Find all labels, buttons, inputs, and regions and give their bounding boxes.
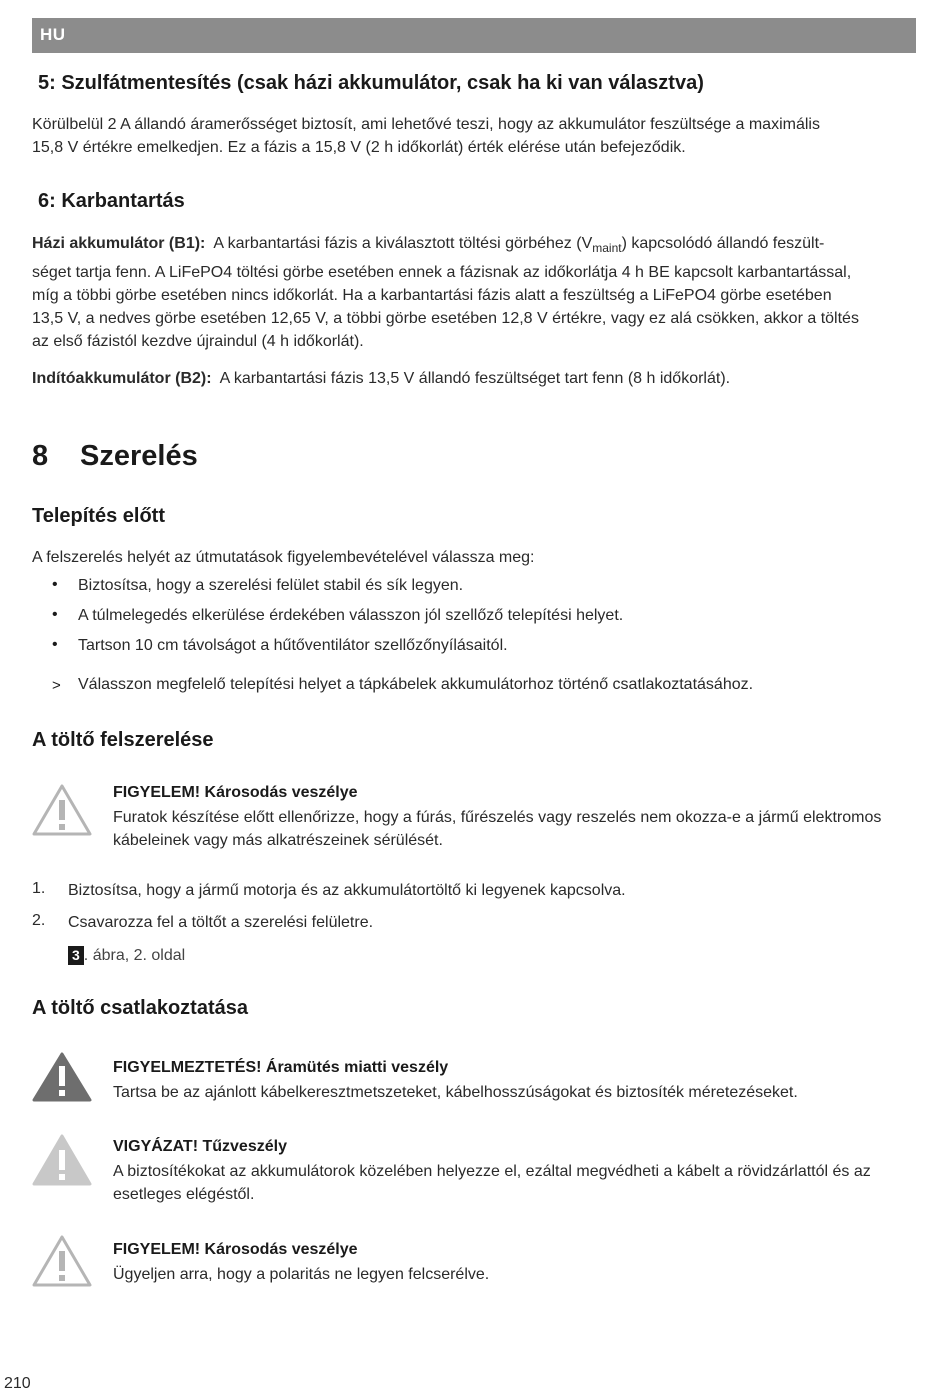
language-code: HU [40, 25, 66, 44]
b1-text-post: ) kapcsolódó állandó feszült- [621, 235, 825, 252]
b1-paragraph-line-4: 13,5 V, a nedves görbe esetében 12,65 V, a többi görbe esetében 12,8 V értékre, vagy ez alá csökken, akkor a töltés [32, 310, 859, 327]
figure-reference-text: . ábra, 2. oldal [83, 947, 186, 964]
b1-paragraph-line-2: séget tartja fenn. A LiFePO4 töltési görbe esetében ennek a fázisnak az időkorlátja 4 h BE kapcsolt karbantartással, [32, 264, 852, 281]
language-header-bar [32, 18, 916, 53]
section-5-text-line-1: Körülbelül 2 A állandó áramerősséget biztosít, ami lehetővé teszi, hogy az akkumulátor feszültsége a maximális [32, 116, 820, 133]
b1-text-pre: A karbantartási fázis a kiválasztott töltési görbéhez (V [213, 235, 593, 252]
bullet-marker: • [52, 636, 58, 653]
figure-reference [68, 944, 185, 967]
section-5-text-line-2: 15,8 V értékre emelkedjen. Ez a fázis a 15,8 V (2 h időkorlát) érték elérése után befejeződik. [32, 139, 686, 156]
page-number: 210 [4, 1375, 31, 1392]
bullet-marker: • [52, 606, 58, 623]
section-6-title: 6: Karbantartás [38, 190, 185, 212]
before-install-title: Telepítés előtt [32, 505, 165, 527]
mounting-warning-title: FIGYELEM! Károsodás veszélye [113, 784, 358, 801]
warning-triangle-icon [32, 1134, 92, 1186]
arrow-item: Válasszon megfelelő telepítési helyet a tápkábelek akkumulátorhoz történő csatlakoztatásához. [78, 676, 754, 693]
warning-triangle-icon [32, 1235, 92, 1287]
warning-triangle-icon [32, 1052, 92, 1102]
bullet-marker: • [52, 576, 58, 593]
bullet-item: A túlmelegedés elkerülése érdekében válasszon jól szellőző telepítési helyet. [78, 607, 624, 624]
connecting-warning-1-line-1: Tartsa be az ajánlott kábelkeresztmetszeteket, kábelhosszúságokat és biztosíték méretezéseket. [113, 1084, 798, 1101]
bullet-item: Biztosítsa, hogy a szerelési felület stabil és sík legyen. [78, 577, 464, 594]
step-number: 2. [32, 912, 46, 929]
chapter-number: 8 [32, 440, 49, 472]
b1-label: Házi akkumulátor (B1): [32, 235, 206, 252]
b1-subscript: maint [592, 241, 622, 256]
b2-text: A karbantartási fázis 13,5 V állandó feszültséget tart fenn (8 h időkorlát). [219, 370, 731, 387]
mounting-warning-line-1: Furatok készítése előtt ellenőrizze, hogy a fúrás, fűrészelés vagy reszelés nem okozza-e a jármű elektromos [113, 809, 882, 826]
b1-paragraph-line-1 [32, 232, 824, 260]
warning-triangle-icon [32, 784, 92, 836]
step-text: Csavarozza fel a töltőt a szerelési felületre. [68, 914, 374, 931]
step-number: 1. [32, 880, 46, 897]
connecting-warning-3-title: FIGYELEM! Károsodás veszélye [113, 1241, 358, 1258]
before-install-intro: A felszerelés helyét az útmutatások figyelembevételével válassza meg: [32, 549, 535, 566]
section-5-title: 5: Szulfátmentesítés (csak házi akkumulátor, csak ha ki van választva) [38, 72, 704, 94]
figure-number-badge: 3 [68, 946, 84, 965]
connecting-warning-3-line-1: Ügyeljen arra, hogy a polaritás ne legyen felcserélve. [113, 1266, 490, 1283]
connecting-warning-2-line-2: esetleges elégéstől. [113, 1186, 255, 1203]
b1-paragraph-line-5: az első fázistól kezdve újraindul (4 h időkorlát). [32, 333, 364, 350]
connecting-warning-1-title: FIGYELMEZTETÉS! Áramütés miatti veszély [113, 1059, 449, 1076]
b1-paragraph-line-3: míg a többi görbe esetében nincs időkorlát. Ha a karbantartási fázis alatt a feszültség a LiFePO4 görbe esetében [32, 287, 832, 304]
connecting-title: A töltő csatlakoztatása [32, 997, 248, 1019]
mounting-title: A töltő felszerelése [32, 729, 214, 751]
bullet-item: Tartson 10 cm távolságot a hűtőventilátor szellőzőnyílásaitól. [78, 637, 508, 654]
connecting-warning-2-line-1: A biztosítékokat az akkumulátorok közelében helyezze el, ezáltal megvédheti a kábelt a rövidzárlattól és az [113, 1163, 871, 1180]
chapter-title: Szerelés [80, 440, 198, 472]
b2-label: Indítóakkumulátor (B2): [32, 370, 212, 387]
mounting-warning-line-2: kábeleinek vagy más alkatrészeinek sérülését. [113, 832, 443, 849]
b2-paragraph [32, 367, 730, 390]
step-text: Biztosítsa, hogy a jármű motorja és az akkumulátortöltő ki legyenek kapcsolva. [68, 882, 626, 899]
connecting-warning-2-title: VIGYÁZAT! Tűzveszély [113, 1138, 287, 1155]
arrow-marker: > [52, 677, 61, 694]
